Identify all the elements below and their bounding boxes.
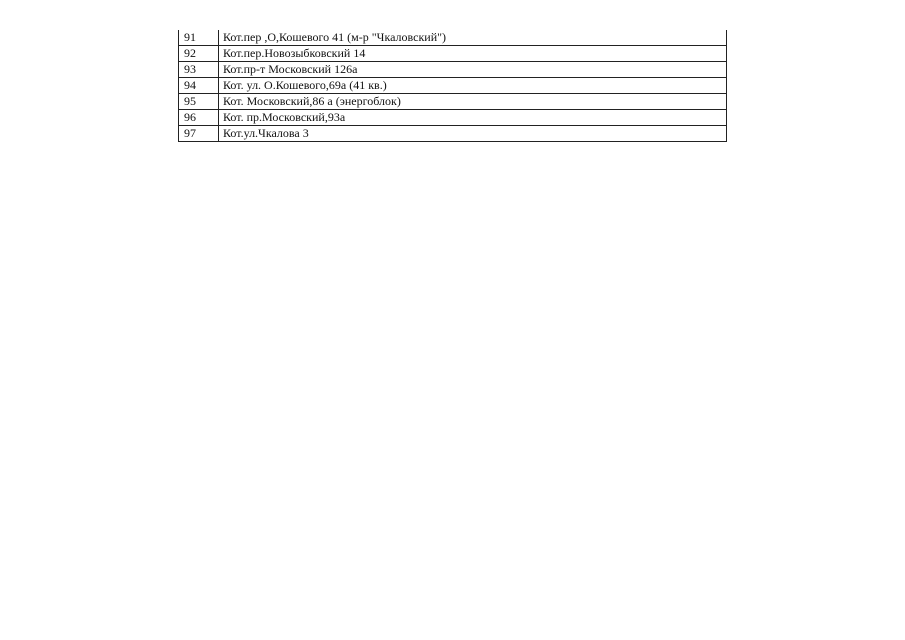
row-number: 96 [179, 110, 219, 126]
row-number: 97 [179, 126, 219, 142]
row-name: Кот.пер.Новозыбковский 14 [219, 46, 727, 62]
row-name: Кот. ул. О.Кошевого,69а (41 кв.) [219, 78, 727, 94]
row-number: 91 [179, 30, 219, 46]
table-row [179, 30, 727, 46]
table-row [179, 78, 727, 94]
table-row [179, 126, 727, 142]
row-number: 94 [179, 78, 219, 94]
row-name: Кот.ул.Чкалова 3 [219, 126, 727, 142]
table-row [179, 110, 727, 126]
row-name: Кот. Московский,86 а (энергоблок) [219, 94, 727, 110]
table-row [179, 94, 727, 110]
boiler-list-table [178, 30, 727, 142]
row-name: Кот. пр.Московский,93а [219, 110, 727, 126]
row-number: 92 [179, 46, 219, 62]
row-name: Кот.пер ,О,Кошевого 41 (м-р "Чкаловский") [219, 30, 727, 46]
table-row [179, 46, 727, 62]
row-name: Кот.пр-т Московский 126а [219, 62, 727, 78]
row-number: 93 [179, 62, 219, 78]
row-number: 95 [179, 94, 219, 110]
table-row [179, 62, 727, 78]
